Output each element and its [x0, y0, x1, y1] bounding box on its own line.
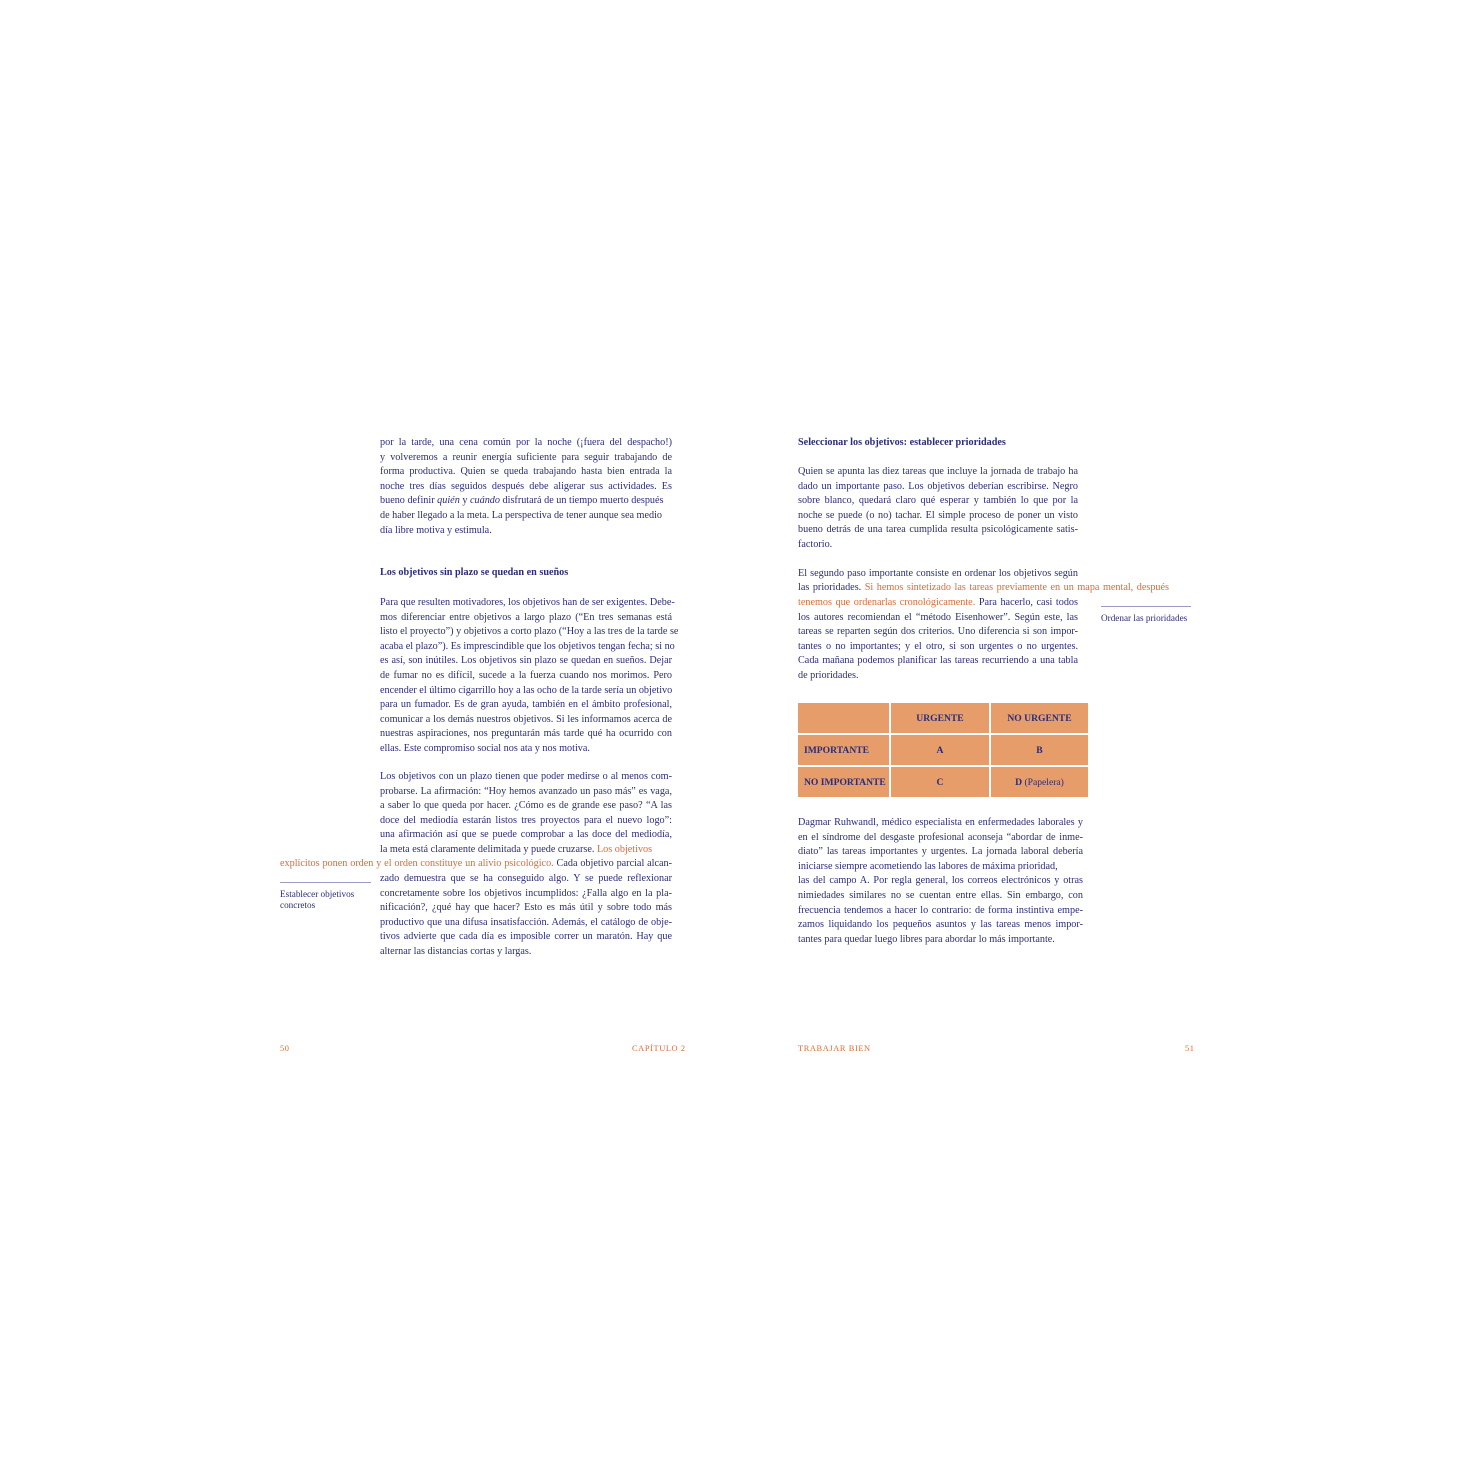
- right-paragraph-2: [798, 596, 1078, 684]
- text-line: tantes o no importantes; y el otro, si son urgentes o no urgentes.: [798, 640, 1078, 652]
- eisenhower-table: [796, 701, 1090, 799]
- text-line: bueno detrás de una tarea cumplida resulta psicológicamente satis-: [798, 524, 1078, 536]
- table-cell-c: C: [891, 767, 989, 797]
- text-line: de haber llegado a la meta. La perspectiva de tener aunque sea medio: [380, 509, 663, 521]
- text-line: zamos liquidando los pequeños asuntos y las tareas menos impor-: [798, 919, 1083, 931]
- text-line: las del campo A. Por regla general, los correos electrónicos y otras: [798, 875, 1083, 887]
- text-line: Los objetivos con un plazo tienen que poder medirse o al menos com-: [380, 771, 672, 782]
- text-line: dado un importante paso. Los objetivos deberían escribirse. Negro: [798, 480, 1078, 492]
- right-aside-rule: [1101, 606, 1191, 607]
- text-line: Dagmar Ruhwandl, médico especialista en enfermedades laborales y: [798, 817, 1083, 828]
- text-line: comunicar a los demás nuestros objetivos. Si les informamos acerca de: [380, 713, 672, 725]
- right-margin-note: Ordenar las prioridades: [1101, 613, 1188, 623]
- left-paragraph-1: [380, 596, 679, 757]
- text-line: noche se puede (o no) tachar. El simple proceso de poner un visto: [798, 509, 1078, 521]
- text-run: bueno definir: [380, 495, 438, 507]
- margin-note-line: Establecer objetivos: [280, 889, 355, 899]
- text-run: la meta está claramente delimitada y puede cruzarse.: [380, 843, 597, 855]
- text-line: de fumar no es difícil, sucede a la fuerza cuando nos morimos. Pero: [380, 669, 672, 681]
- right-section-heading: Seleccionar los objetivos: establecer prioridades: [798, 437, 1006, 448]
- text-line: tivos advierte que cada día es imposible correr un maratón. Hay que: [380, 931, 672, 943]
- text-line: [280, 857, 672, 872]
- text-line: doce del mediodía estarán listos tres proyectos para el nuevo logo”:: [380, 814, 672, 826]
- emphasis-cuando: cuándo: [469, 495, 500, 507]
- highlight-text: tenemos que ordenarlas cronológicamente.: [798, 597, 976, 608]
- table-cell-d: [991, 767, 1088, 797]
- text-line: alternar las distancias cortas y largas.: [380, 945, 532, 957]
- table-cell-a: A: [891, 735, 989, 765]
- text-line: factorio.: [798, 538, 833, 550]
- text-line: mos diferenciar entre objetivos a largo plazo (“En tres semanas está: [380, 611, 672, 623]
- text-run: disfrutará de un tiempo muerto después: [499, 495, 664, 507]
- text-line: nificación?, ¿qué hay que hacer? Esto es más útil y sobre todo más: [380, 902, 672, 914]
- table-row: [798, 703, 1088, 733]
- text-line: forma productiva. Quien se queda trabajando hasta bien entrada la: [380, 466, 672, 478]
- text-line: sobre blanco, quedará claro qué esperar y también lo que por la: [798, 495, 1078, 507]
- text-line: es así, son inútiles. Los objetivos sin plazo se quedan en sueños. Dejar: [380, 655, 672, 667]
- emphasis-quien: quién: [437, 495, 460, 507]
- text-line: listo el proyecto”) y objetivos a corto plazo (“Hoy a las tres de la tarde se: [380, 626, 679, 638]
- table-row-header-not-important: NO IMPORTANTE: [798, 767, 889, 797]
- table-corner-cell: [798, 703, 889, 733]
- text-line: noche tres días seguidos después debe aligerar sus actividades. Es: [380, 480, 672, 492]
- table-row: [798, 735, 1088, 765]
- text-line: iniciarse siempre acometiendo las labores de máxima prioridad,: [798, 860, 1058, 872]
- text-line: acaba el plazo”). Es imprescindible que los objetivos tengan fecha; si no: [380, 640, 675, 652]
- table-row: [798, 767, 1088, 797]
- text-line: tantes para quedar luego libres para abordar lo más importante.: [798, 933, 1055, 945]
- text-line: Quien se apunta las diez tareas que incluye la jornada de trabajo ha: [798, 466, 1078, 477]
- text-line: día libre motiva y estimula.: [380, 524, 492, 536]
- text-run: y: [459, 495, 470, 507]
- left-paragraph-2: [380, 770, 672, 858]
- text-line: zado demuestra que se ha conseguido algo. Y se puede reflexionar: [380, 873, 672, 884]
- text-run: Cada objetivo parcial alcan-: [553, 858, 673, 869]
- text-line: los autores recomiendan el “método Eisenhower”. Según este, las: [798, 611, 1078, 623]
- text-line: encender el último cigarrillo hoy a las ocho de la tarde sería un objetivo: [380, 684, 673, 696]
- text-line: Para que resulten motivadores, los objetivos han de ser exigentes. Debe-: [380, 597, 675, 608]
- left-margin-note: [280, 889, 354, 911]
- left-intro-paragraph: [380, 436, 672, 538]
- table-cell-d-letter: D: [1015, 776, 1023, 788]
- text-line: nimiedades similares no se cuentan entre ellas. Sin embargo, con: [798, 889, 1083, 901]
- table-cell-b: B: [991, 735, 1088, 765]
- text-line: probarse. La afirmación: “Hoy hemos avanzado un paso más” es vaga,: [380, 785, 672, 797]
- text-run: Para hacerlo, casi todos: [975, 597, 1078, 608]
- text-line: a saber lo que queda por hacer. ¿Cómo es de grande ese paso? “A las: [380, 800, 672, 812]
- text-run: las prioridades.: [798, 582, 865, 593]
- highlight-text: Si hemos sintetizado las tareas previamente en un mapa mental, después: [864, 582, 1169, 593]
- text-line: nuestras aspiraciones, nos preguntarán más tarde qué ha ocurrido con: [380, 728, 672, 740]
- text-line: una afirmación así que se puede comprobar a las doce del mediodía,: [380, 829, 672, 841]
- highlight-text: Los objetivos: [596, 843, 653, 855]
- text-line: frecuencia tendemos a hacer lo contrario: de forma instintiva empe-: [798, 904, 1083, 916]
- table-cell-d-note: (Papelera): [1024, 776, 1064, 788]
- right-paragraph-3: [798, 816, 1083, 947]
- table-header-not-urgent: NO URGENTE: [991, 703, 1088, 733]
- right-running-footer: TRABAJAR BIEN: [798, 1044, 871, 1053]
- left-aside-rule: [280, 882, 371, 883]
- text-line: ellas. Este compromiso social nos ata y nos motiva.: [380, 742, 590, 754]
- text-line: diato” las tareas importantes y urgentes. La jornada laboral debería: [798, 846, 1083, 858]
- text-line: de prioridades.: [798, 669, 859, 681]
- right-page-number: 51: [1185, 1044, 1195, 1053]
- left-page-number: 50: [280, 1044, 290, 1053]
- table-row-header-important: IMPORTANTE: [798, 735, 889, 765]
- right-pull-line: [798, 581, 1169, 596]
- left-paragraph-2-end: [380, 872, 672, 960]
- text-line: [798, 581, 1169, 596]
- left-running-footer: CAPÍTULO 2: [632, 1044, 686, 1053]
- text-line: en el síndrome del desgaste profesional aconseja “abordar de inme-: [798, 831, 1083, 843]
- text-line: y volveremos a reunir energía suficiente para seguir trabajando de: [380, 451, 672, 463]
- left-section-heading: Los objetivos sin plazo se quedan en sueños: [380, 567, 569, 578]
- text-line: productivo que una difusa insatisfacción. Además, el catálogo de obje-: [380, 916, 672, 928]
- right-paragraph-1: [798, 465, 1078, 553]
- text-line: para un fumador. Es de gran ayuda, también en el ámbito profesional,: [380, 699, 672, 711]
- text-line: [380, 843, 672, 858]
- text-line: concretamente sobre los objetivos incumplidos: ¿Falla algo en la pla-: [380, 887, 672, 899]
- highlight-text: explícitos ponen orden y el orden constituye un alivio psicológico.: [280, 858, 554, 869]
- margin-note-line: concretos: [280, 900, 316, 910]
- text-line: El segundo paso importante consiste en ordenar los objetivos según: [798, 568, 1078, 579]
- text-line: Cada mañana podemos planificar las tareas recurriendo a una tabla: [798, 655, 1078, 667]
- right-paragraph-2-start: [798, 567, 1078, 582]
- text-line: [380, 494, 672, 509]
- text-line: por la tarde, una cena común por la noche (¡fuera del despacho!): [380, 437, 672, 448]
- left-pull-line: [280, 857, 672, 872]
- text-line: tareas se reparten según dos criterios. Uno diferencia si son impor-: [798, 626, 1078, 638]
- table-header-urgent: URGENTE: [891, 703, 989, 733]
- text-line: [798, 596, 1078, 611]
